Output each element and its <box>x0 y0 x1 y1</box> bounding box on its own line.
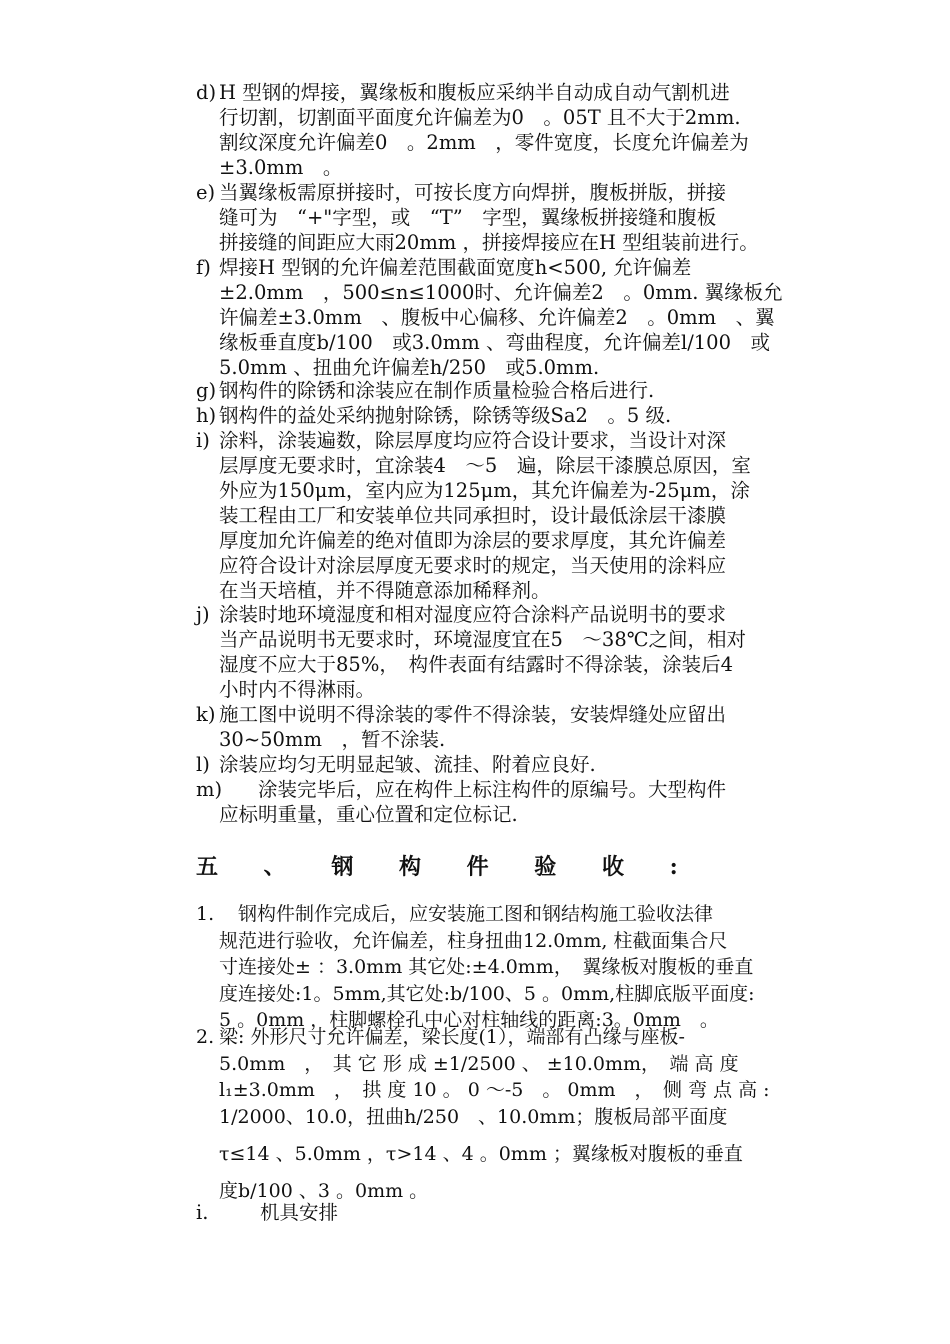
item-text: 机具安排 <box>260 1201 339 1224</box>
text-line: 焊接H 型钢的允许偏差范围截面宽度h<500, 允许偏差 <box>219 256 692 279</box>
item-label: g) <box>196 379 217 402</box>
text-line: 梁: 外形尺寸允许偏差，梁长度(1），端部有凸缘与座板- <box>219 1026 685 1048</box>
item-label: i) <box>196 429 210 452</box>
list-item <box>196 180 802 255</box>
item-label: f) <box>196 256 211 279</box>
text-line: 应标明重量，重心位置和定位标记. <box>219 803 518 826</box>
list-item <box>196 403 802 428</box>
text-line: 层厚度无要求时，宜涂装4 ～5 遍，除层干漆膜总原因，室 <box>219 454 751 477</box>
item-label: e) <box>196 181 216 204</box>
text-line: 当产品说明书无要求时，环境湿度宜在5 ～38℃之间，相对 <box>219 628 747 651</box>
text-line: 涂料，涂装遍数，除层厚度均应符合设计要求，当设计对深 <box>219 429 727 452</box>
text-line: 钢构件的益处采纳抛射除锈，除锈等级Sa2 。5 级. <box>219 404 672 427</box>
text-line: 度连接处:1。5mm,其它处:b/100、5 。0mm,柱脚底版平面度: <box>219 982 755 1005</box>
item-label: j) <box>196 603 210 626</box>
text-line: 30~50mm ，暂不涂装. <box>219 728 446 751</box>
text-line: 湿度不应大于85%， 构件表面有结露时不得涂装，涂装后4 <box>219 653 733 676</box>
text-line: 小时内不得淋雨。 <box>219 678 376 701</box>
list-item <box>196 777 802 827</box>
list-item <box>196 80 802 180</box>
text-line: 5 。0mm ，柱脚螺栓孔中心对柱轴线的距离:3。0mm 。 <box>219 1009 719 1031</box>
text-line: H 型钢的焊接，翼缘板和腹板应采纳半自动成自动气割机进 <box>219 81 730 104</box>
text-line: 度b/100 、3 。0mm 。 <box>219 1179 429 1202</box>
text-line: 5.0mm 、扭曲允许偏差h/250 或5.0mm. <box>219 356 600 379</box>
text-line: 钢构件的除锈和涂装应在制作质量检验合格后进行. <box>219 379 655 402</box>
text-line: 钢构件制作完成后，应安装施工图和钢结构施工验收法律 <box>219 903 714 925</box>
item-label: d) <box>196 81 217 104</box>
item-label: 2. <box>196 1026 215 1048</box>
text-line: 寸连接处± ：3.0mm 其它处:±4.0mm， 翼缘板对腹板的垂直 <box>219 956 754 978</box>
list-item <box>196 428 802 603</box>
text-line: 外应为150μm，室内应为125μm，其允许偏差为-25μm，涂 <box>219 479 750 502</box>
text-line: 在当天培植，并不得随意添加稀释剂。 <box>219 579 551 602</box>
item-label: m) <box>196 778 223 801</box>
item-label: k) <box>196 703 216 726</box>
text-line: 装工程由工厂和安装单位共同承担时，设计最低涂层干漆膜 <box>219 504 727 527</box>
text-line: 缘板垂直度b/100 或3.0mm 、弯曲程度，允许偏差l/100 或 <box>219 331 770 354</box>
text-line: 涂装应均匀无明显起皱、流挂、附着应良好. <box>219 753 596 776</box>
text-line: 1/2000、10.0，扭曲h/250 、10.0mm；腹板局部平面度 <box>219 1105 728 1128</box>
list-item <box>196 702 802 752</box>
text-line: 涂装完毕后，应在构件上标注构件的原编号。大型构件 <box>219 778 727 801</box>
text-line: 涂装时地环境湿度和相对湿度应符合涂料产品说明书的要求 <box>219 603 727 626</box>
text-line: ±3.0mm 。 <box>219 156 343 179</box>
text-line: 许偏差±3.0mm 、腹板中心偏移、允许偏差2 。0mm 、翼 <box>219 306 775 329</box>
list-item <box>196 378 802 403</box>
list-item <box>196 901 802 1034</box>
text-line: 拼接缝的间距应大雨20mm ，拼接焊接应在H 型组装前进行。 <box>219 231 759 254</box>
text-line: 缝可为 “+"字型，或 “T” 字型，翼缘板拼接缝和腹板 <box>219 206 717 229</box>
text-line: ±2.0mm ，500≤n≤1000时、允许偏差2 。0mm. 翼缘板允 <box>219 281 783 304</box>
text-line: 应符合设计对涂层厚度无要求时的规定，当天使用的涂料应 <box>219 554 727 577</box>
item-label: 1. <box>196 903 215 925</box>
text-line: 行切割，切割面平面度允许偏差为0 。05T 且不大于2mm. <box>219 106 741 129</box>
section-heading: 五 、 钢 构 件 验 收 : <box>196 854 697 880</box>
text-line: 割纹深度允许偏差0 。2mm ，零件宽度，长度允许偏差为 <box>219 131 749 154</box>
text-line: 5.0mm ， 其 它 形 成 ±1/2500 、 ±10.0mm， 端 高 度 <box>219 1052 739 1075</box>
list-item <box>196 1200 338 1225</box>
text-line: τ≤14 、5.0mm ，τ>14 、4 。0mm ；翼缘板对腹板的垂直 <box>219 1143 743 1165</box>
list-item <box>196 1024 802 1204</box>
text-line: 施工图中说明不得涂装的零件不得涂装，安装焊缝处应留出 <box>219 703 727 726</box>
text-line: l₁±3.0mm ， 拱 度 10 。 0 ～-5 。 0mm ， 侧 弯 点 高 : <box>219 1079 770 1101</box>
text-line: 当翼缘板需原拼接时，可按长度方向焊拼，腹板拼版，拼接 <box>219 181 727 204</box>
text-line: 规范进行验收，允许偏差，柱身扭曲12.0mm, 柱截面集合尺 <box>219 929 728 952</box>
list-item <box>196 602 802 702</box>
item-label: i. <box>196 1201 209 1224</box>
list-item <box>196 752 802 777</box>
text-line: 厚度加允许偏差的绝对值即为涂层的要求厚度，其允许偏差 <box>219 529 727 552</box>
item-label: h) <box>196 404 217 427</box>
item-label: l) <box>196 753 210 776</box>
list-item <box>196 255 802 380</box>
